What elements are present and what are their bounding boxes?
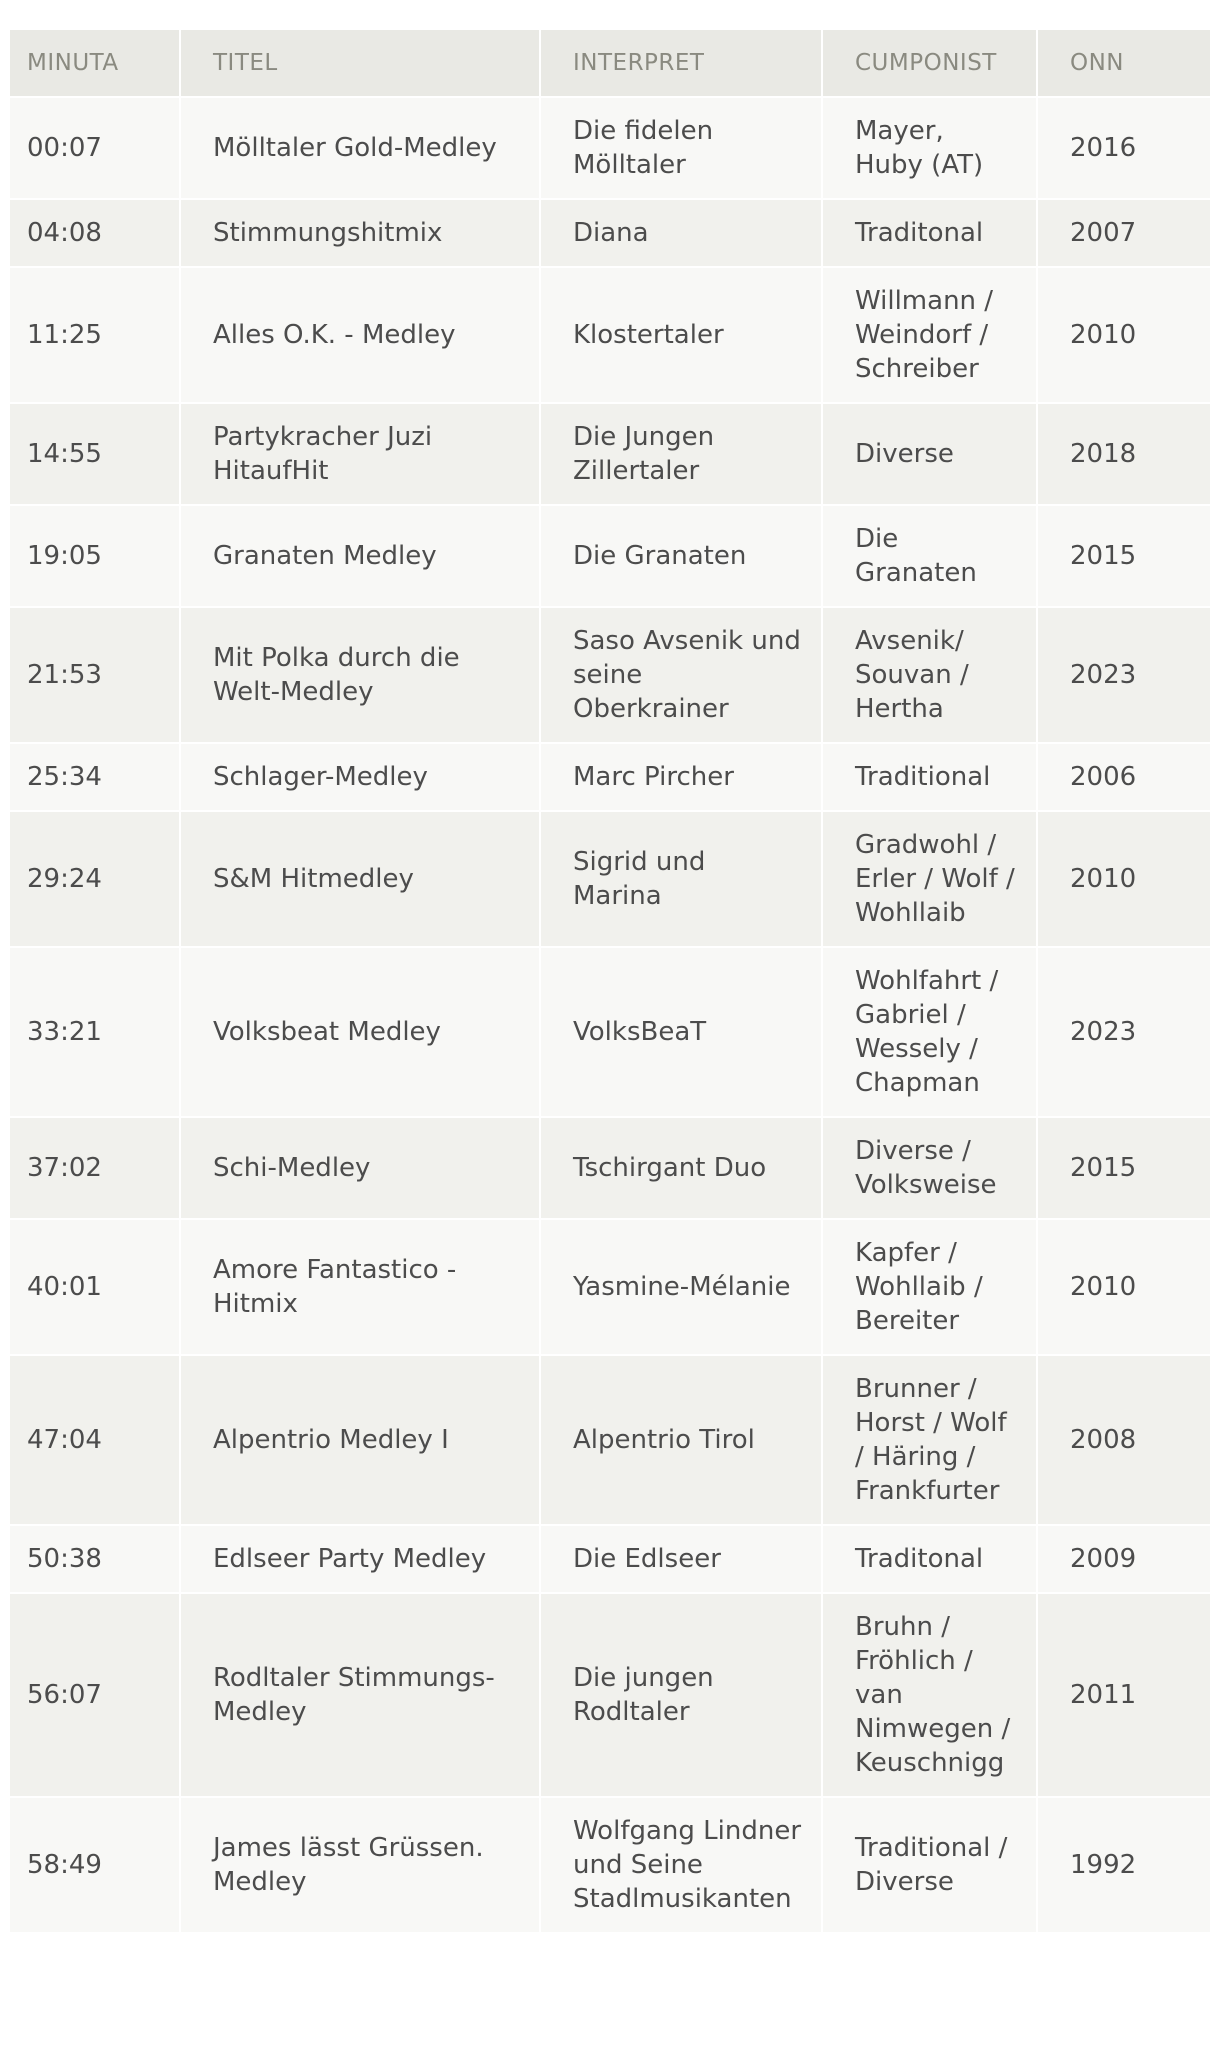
header-row	[10, 30, 1210, 97]
cell-interpret: Die Jungen Zillertaler	[540, 403, 822, 505]
cell-onn: 2010	[1037, 267, 1210, 403]
cell-minuta: 29:24	[10, 811, 180, 947]
cell-onn: 2006	[1037, 743, 1210, 811]
table-row	[10, 199, 1210, 267]
cell-minuta: 40:01	[10, 1219, 180, 1355]
table-row	[10, 947, 1210, 1117]
cell-titel: Stimmungshitmix	[180, 199, 540, 267]
cell-onn: 2010	[1037, 811, 1210, 947]
cell-onn: 2018	[1037, 403, 1210, 505]
cell-minuta: 14:55	[10, 403, 180, 505]
column-header-onn: ONN	[1037, 30, 1210, 97]
table-row	[10, 607, 1210, 743]
cell-onn: 2016	[1037, 97, 1210, 199]
cell-minuta: 25:34	[10, 743, 180, 811]
cell-interpret: Marc Pircher	[540, 743, 822, 811]
cell-cumponist: Traditional	[822, 743, 1037, 811]
cell-cumponist: Avsenik/ Souvan / Hertha	[822, 607, 1037, 743]
cell-interpret: Yasmine-Mélanie	[540, 1219, 822, 1355]
cell-titel: Mit Polka durch die Welt-Medley	[180, 607, 540, 743]
cell-cumponist: Brunner / Horst / Wolf / Häring / Frankfurter	[822, 1355, 1037, 1525]
cell-onn: 2023	[1037, 607, 1210, 743]
cell-onn: 2010	[1037, 1219, 1210, 1355]
table-row	[10, 1797, 1210, 1932]
table-header	[10, 30, 1210, 97]
cell-cumponist: Diverse	[822, 403, 1037, 505]
cell-titel: Mölltaler Gold-Medley	[180, 97, 540, 199]
cell-onn: 2008	[1037, 1355, 1210, 1525]
cell-interpret: Tschirgant Duo	[540, 1117, 822, 1219]
cell-interpret: Sigrid und Marina	[540, 811, 822, 947]
cell-minuta: 19:05	[10, 505, 180, 607]
cell-onn: 2011	[1037, 1593, 1210, 1797]
cell-onn: 2009	[1037, 1525, 1210, 1593]
cell-titel: Amore Fantastico - Hitmix	[180, 1219, 540, 1355]
cell-interpret: Wolfgang Lindner und Seine Stadlmusikanten	[540, 1797, 822, 1932]
cell-minuta: 04:08	[10, 199, 180, 267]
cell-minuta: 37:02	[10, 1117, 180, 1219]
cell-titel: Schlager-Medley	[180, 743, 540, 811]
table-row	[10, 403, 1210, 505]
cell-cumponist: Willmann / Weindorf / Schreiber	[822, 267, 1037, 403]
cell-minuta: 00:07	[10, 97, 180, 199]
cell-titel: Rodltaler Stimmungs-Medley	[180, 1593, 540, 1797]
cell-cumponist: Diverse / Volksweise	[822, 1117, 1037, 1219]
table-row	[10, 1593, 1210, 1797]
cell-titel: S&M Hitmedley	[180, 811, 540, 947]
cell-cumponist: Die Granaten	[822, 505, 1037, 607]
table-body	[10, 97, 1210, 1932]
cell-minuta: 47:04	[10, 1355, 180, 1525]
cell-titel: James lässt Grüssen. Medley	[180, 1797, 540, 1932]
column-header-minuta: MINUTA	[10, 30, 180, 97]
cell-onn: 1992	[1037, 1797, 1210, 1932]
table-row	[10, 267, 1210, 403]
table-row	[10, 97, 1210, 199]
cell-minuta: 21:53	[10, 607, 180, 743]
cell-titel: Alles O.K. - Medley	[180, 267, 540, 403]
cell-minuta: 56:07	[10, 1593, 180, 1797]
column-header-titel: TITEL	[180, 30, 540, 97]
cell-onn: 2007	[1037, 199, 1210, 267]
column-header-interpret: INTERPRET	[540, 30, 822, 97]
cell-cumponist: Traditional / Diverse	[822, 1797, 1037, 1932]
cell-titel: Edlseer Party Medley	[180, 1525, 540, 1593]
cell-cumponist: Traditonal	[822, 199, 1037, 267]
column-header-cumponist: CUMPONIST	[822, 30, 1037, 97]
cell-onn: 2015	[1037, 1117, 1210, 1219]
cell-cumponist: Bruhn / Fröhlich / van Nimwegen / Keuschnigg	[822, 1593, 1037, 1797]
table-row	[10, 743, 1210, 811]
table-row	[10, 1355, 1210, 1525]
cell-minuta: 11:25	[10, 267, 180, 403]
table-row	[10, 811, 1210, 947]
table-row	[10, 1219, 1210, 1355]
cell-cumponist: Mayer, Huby (AT)	[822, 97, 1037, 199]
cell-minuta: 58:49	[10, 1797, 180, 1932]
cell-titel: Granaten Medley	[180, 505, 540, 607]
cell-interpret: Die jungen Rodltaler	[540, 1593, 822, 1797]
table-row	[10, 1525, 1210, 1593]
table-row	[10, 505, 1210, 607]
cell-interpret: Die Granaten	[540, 505, 822, 607]
cell-onn: 2015	[1037, 505, 1210, 607]
cell-cumponist: Wohlfahrt / Gabriel / Wessely / Chapman	[822, 947, 1037, 1117]
cell-onn: 2023	[1037, 947, 1210, 1117]
cell-cumponist: Gradwohl / Erler / Wolf / Wohllaib	[822, 811, 1037, 947]
cell-titel: Schi-Medley	[180, 1117, 540, 1219]
cell-cumponist: Traditonal	[822, 1525, 1037, 1593]
cell-interpret: Diana	[540, 199, 822, 267]
cell-interpret: Die fidelen Mölltaler	[540, 97, 822, 199]
cell-interpret: Die Edlseer	[540, 1525, 822, 1593]
cell-interpret: Klostertaler	[540, 267, 822, 403]
table-row	[10, 1117, 1210, 1219]
playlist-table-container	[10, 30, 1210, 1932]
cell-interpret: VolksBeaT	[540, 947, 822, 1117]
cell-interpret: Alpentrio Tirol	[540, 1355, 822, 1525]
cell-cumponist: Kapfer / Wohllaib / Bereiter	[822, 1219, 1037, 1355]
cell-titel: Alpentrio Medley I	[180, 1355, 540, 1525]
cell-minuta: 50:38	[10, 1525, 180, 1593]
cell-titel: Volksbeat Medley	[180, 947, 540, 1117]
cell-titel: Partykracher Juzi HitaufHit	[180, 403, 540, 505]
cell-interpret: Saso Avsenik und seine Oberkrainer	[540, 607, 822, 743]
cell-minuta: 33:21	[10, 947, 180, 1117]
playlist-table	[10, 30, 1210, 1932]
